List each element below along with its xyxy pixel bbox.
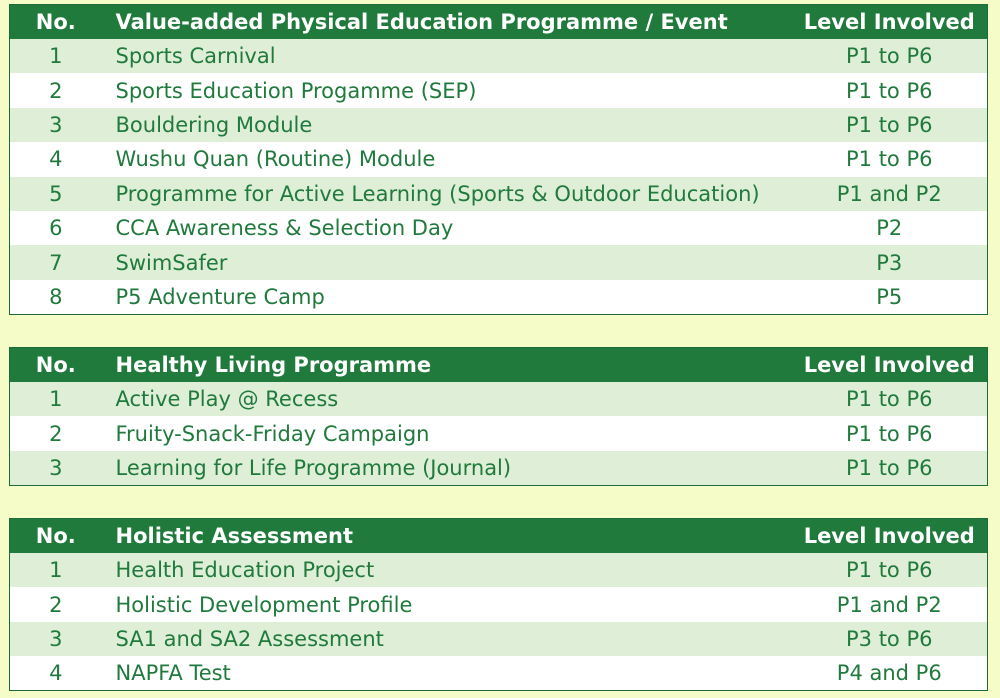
header-level: Level Involved (792, 519, 988, 554)
header-no: No. (10, 348, 102, 383)
row-programme: Holistic Development Profile (102, 587, 792, 621)
row-number: 2 (10, 416, 102, 450)
row-number: 1 (10, 39, 102, 73)
table-row (10, 142, 988, 176)
table-row (10, 451, 988, 485)
row-programme: Active Play @ Recess (102, 382, 792, 416)
row-number: 3 (10, 451, 102, 485)
row-number: 3 (10, 108, 102, 142)
row-number: 1 (10, 382, 102, 416)
row-programme: NAPFA Test (102, 656, 792, 690)
row-number: 8 (10, 280, 102, 314)
row-number: 4 (10, 142, 102, 176)
row-level: P1 to P6 (792, 416, 988, 450)
row-number: 4 (10, 656, 102, 690)
healthy-living-table (9, 347, 988, 486)
row-level: P1 to P6 (792, 73, 988, 107)
row-level: P1 to P6 (792, 142, 988, 176)
header-no: No. (10, 5, 102, 40)
row-level: P1 to P6 (792, 451, 988, 485)
row-level: P1 to P6 (792, 553, 988, 587)
table-header-row (10, 348, 988, 383)
header-programme: Value-added Physical Education Programme / Event (102, 5, 792, 40)
row-number: 7 (10, 245, 102, 279)
row-number: 6 (10, 211, 102, 245)
table-row (10, 73, 988, 107)
row-programme: Fruity-Snack-Friday Campaign (102, 416, 792, 450)
row-programme: SwimSafer (102, 245, 792, 279)
holistic-assessment-table (9, 518, 988, 691)
row-programme: P5 Adventure Camp (102, 280, 792, 314)
table-row (10, 656, 988, 690)
row-programme: Wushu Quan (Routine) Module (102, 142, 792, 176)
table-row (10, 39, 988, 73)
row-programme: Learning for Life Programme (Journal) (102, 451, 792, 485)
table-row (10, 108, 988, 142)
row-programme: Sports Carnival (102, 39, 792, 73)
table-row (10, 211, 988, 245)
row-level: P5 (792, 280, 988, 314)
row-number: 3 (10, 622, 102, 656)
header-programme: Healthy Living Programme (102, 348, 792, 383)
table-row (10, 245, 988, 279)
table-header-row (10, 519, 988, 554)
header-level: Level Involved (792, 5, 988, 40)
row-level: P4 and P6 (792, 656, 988, 690)
row-level: P2 (792, 211, 988, 245)
table-row (10, 553, 988, 587)
table-row (10, 587, 988, 621)
row-programme: SA1 and SA2 Assessment (102, 622, 792, 656)
row-programme: Programme for Active Learning (Sports & Outdoor Education) (102, 177, 792, 211)
row-programme: Sports Education Progamme (SEP) (102, 73, 792, 107)
row-level: P3 to P6 (792, 622, 988, 656)
header-level: Level Involved (792, 348, 988, 383)
table-row (10, 622, 988, 656)
row-number: 5 (10, 177, 102, 211)
row-level: P1 to P6 (792, 39, 988, 73)
row-level: P1 and P2 (792, 587, 988, 621)
table-header-row (10, 5, 988, 40)
header-no: No. (10, 519, 102, 554)
table-row (10, 416, 988, 450)
row-programme: Bouldering Module (102, 108, 792, 142)
row-number: 2 (10, 587, 102, 621)
table-row (10, 177, 988, 211)
row-number: 2 (10, 73, 102, 107)
row-level: P1 and P2 (792, 177, 988, 211)
row-programme: CCA Awareness & Selection Day (102, 211, 792, 245)
row-level: P1 to P6 (792, 108, 988, 142)
row-level: P3 (792, 245, 988, 279)
row-number: 1 (10, 553, 102, 587)
pe-programme-table (9, 4, 988, 315)
table-row (10, 382, 988, 416)
header-programme: Holistic Assessment (102, 519, 792, 554)
row-level: P1 to P6 (792, 382, 988, 416)
row-programme: Health Education Project (102, 553, 792, 587)
table-row (10, 280, 988, 314)
